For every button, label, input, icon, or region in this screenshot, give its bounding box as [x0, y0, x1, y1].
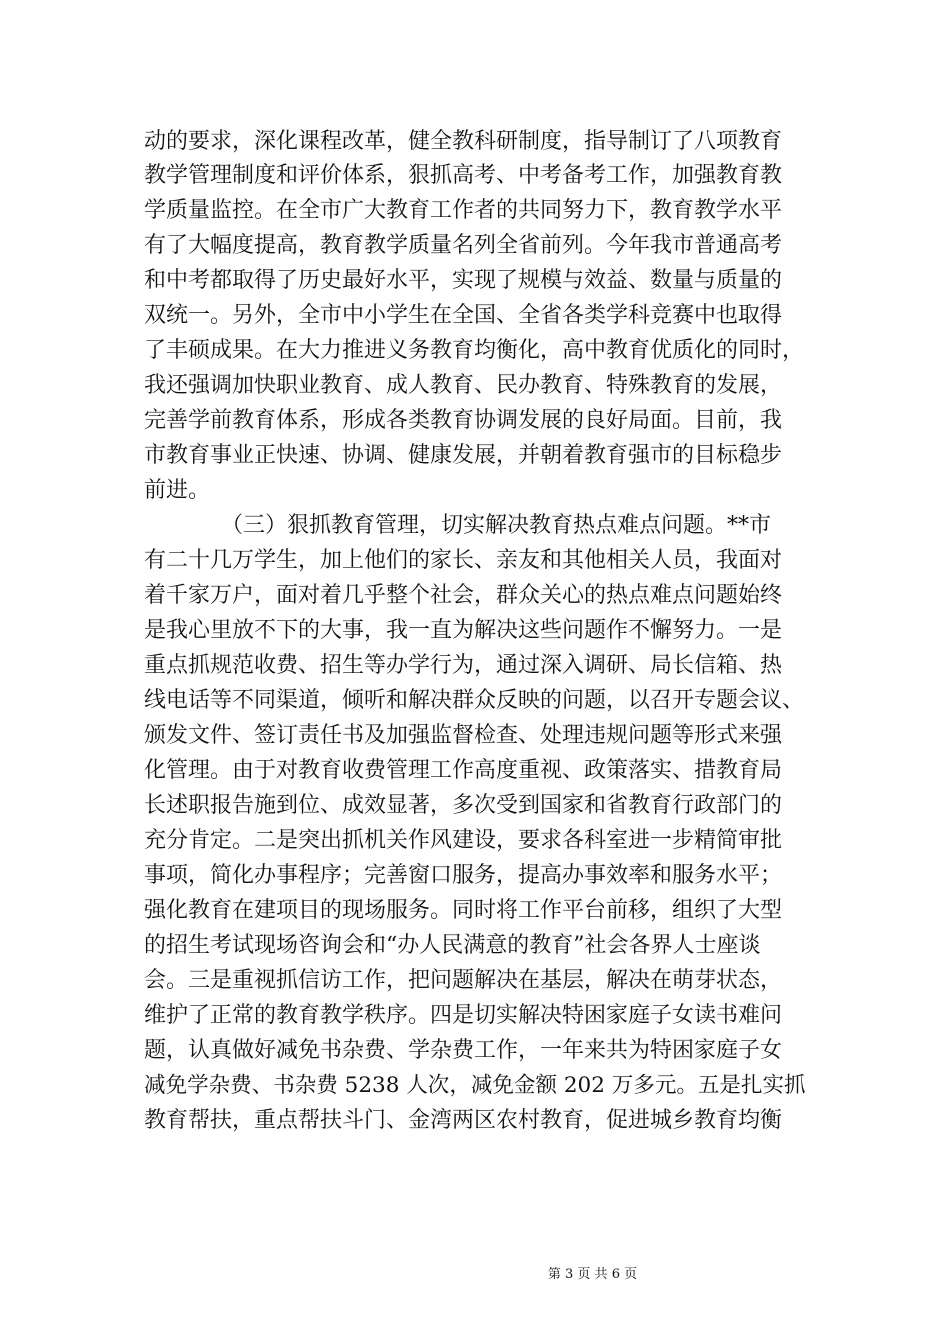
text-line: 教学管理制度和评价体系，狠抓高考、中考备考工作，加强教育教: [144, 163, 783, 188]
page-number-footer: 第 3 页 共 6 页: [547, 1267, 638, 1282]
text-line: 线电话等不同渠道，倾听和解决群众反映的问题，以召开专题会议、: [144, 688, 805, 713]
text-line: 前进。: [144, 478, 211, 503]
text-line: 事项，简化办事程序；完善窗口服务，提高办事效率和服务水平；: [144, 863, 783, 888]
text-line: 双统一。另外，全市中小学生在全国、全省各类学科竞赛中也取得: [144, 303, 783, 328]
text-line: 教育帮扶，重点帮扶斗门、金湾两区农村教育，促进城乡教育均衡: [144, 1108, 783, 1133]
text-line: 了丰硕成果。在大力推进义务教育均衡化，高中教育优质化的同时，: [144, 338, 805, 363]
text-line: 市教育事业正快速、协调、健康发展，并朝着教育强市的目标稳步: [144, 443, 783, 468]
text-line: 有二十几万学生，加上他们的家长、亲友和其他相关人员，我面对: [144, 548, 783, 573]
text-line: 和中考都取得了历史最好水平，实现了规模与效益、数量与质量的: [144, 268, 783, 293]
text-line: 是我心里放不下的大事，我一直为解决这些问题作不懈努力。一是: [144, 618, 783, 643]
text-line: 重点抓规范收费、招生等办学行为，通过深入调研、局长信箱、热: [144, 653, 783, 678]
text-line: 强化教育在建项目的现场服务。同时将工作平台前移，组织了大型: [144, 898, 783, 923]
text-line: 动的要求，深化课程改革，健全教科研制度，指导制订了八项教育: [144, 129, 783, 154]
text-line: 颁发文件、签订责任书及加强监督检查、处理违规问题等形式来强: [144, 723, 783, 748]
text-line: 完善学前教育体系，形成各类教育协调发展的良好局面。目前，我: [144, 408, 783, 433]
text-line: 着千家万户，面对着几乎整个社会，群众关心的热点难点问题始终: [144, 583, 783, 608]
text-line: 学质量监控。在全市广大教育工作者的共同努力下，教育教学水平: [144, 198, 783, 223]
text-line: 充分肯定。二是突出抓机关作风建设，要求各科室进一步精简审批: [144, 828, 783, 853]
text-line: 维护了正常的教育教学秩序。四是切实解决特困家庭子女读书难问: [144, 1003, 783, 1028]
text-line: 我还强调加快职业教育、成人教育、民办教育、特殊教育的发展，: [144, 373, 783, 398]
text-line: 题，认真做好减免书杂费、学杂费工作，一年来共为特困家庭子女: [144, 1038, 783, 1063]
text-line: 化管理。由于对教育收费管理工作高度重视、政策落实、措教育局: [144, 758, 783, 783]
section-heading-line: （三）狠抓教育管理，切实解决教育热点难点问题。**市: [144, 513, 772, 538]
text-line: 会。三是重视抓信访工作，把问题解决在基层，解决在萌芽状态，: [144, 968, 783, 993]
text-line: 有了大幅度提高，教育教学质量名列全省前列。今年我市普通高考: [144, 233, 783, 258]
text-line: 长述职报告施到位、成效显著，多次受到国家和省教育行政部门的: [144, 793, 783, 818]
text-line: 的招生考试现场咨询会和“办人民满意的教育”社会各界人士座谈: [144, 933, 761, 958]
text-line: 减免学杂费、书杂费 5238 人次，减免金额 202 万多元。五是扎实抓: [144, 1073, 806, 1098]
